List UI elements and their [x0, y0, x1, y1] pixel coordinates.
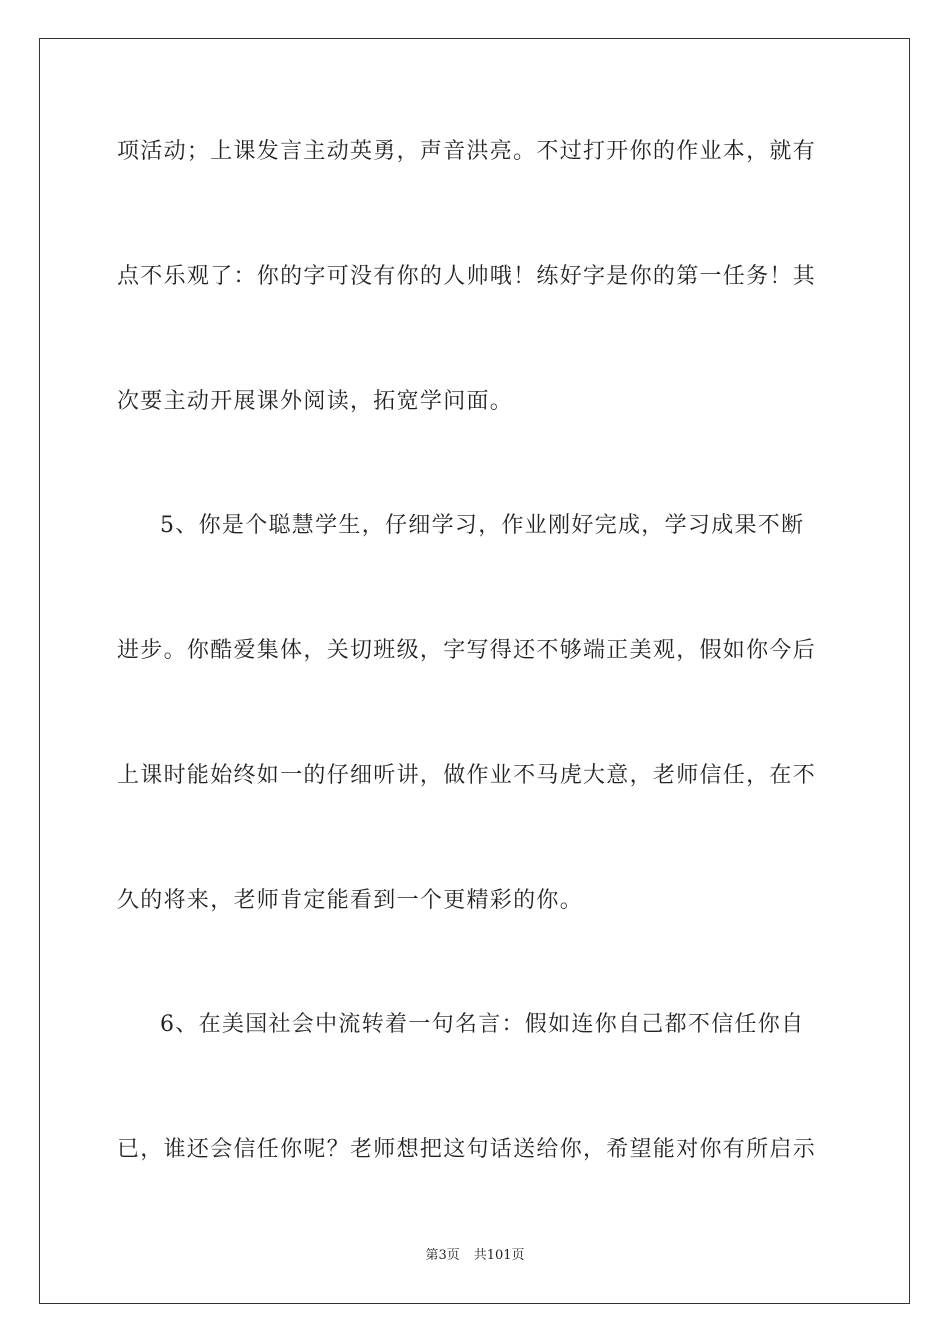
page-total: 共101页	[473, 1248, 525, 1263]
text-line: 已，谁还会信任你呢？老师想把这句话送给你，希望能对你有所启示	[117, 1137, 817, 1162]
text-line: 5、你是个聪慧学生，仔细学习，作业刚好完成，学习成果不断	[160, 513, 805, 538]
page-border	[39, 38, 910, 1304]
page-footer	[0, 1247, 950, 1265]
text-line: 进步。你酷爱集体，关切班级，字写得还不够端正美观，假如你今后	[117, 638, 817, 663]
text-line: 久的将来，老师肯定能看到一个更精彩的你。	[117, 888, 584, 913]
page-number: 第3页	[425, 1248, 460, 1263]
text-line: 点不乐观了：你的字可没有你的人帅哦！练好字是你的第一任务！其	[117, 264, 817, 289]
text-line: 上课时能始终如一的仔细听讲，做作业不马虎大意，老师信任，在不	[117, 763, 817, 788]
text-line: 次要主动开展课外阅读，拓宽学问面。	[117, 389, 514, 414]
text-line: 项活动；上课发言主动英勇，声音洪亮。不过打开你的作业本，就有	[117, 139, 817, 164]
text-line: 6、在美国社会中流转着一句名言：假如连你自己都不信任你自	[160, 1012, 805, 1037]
